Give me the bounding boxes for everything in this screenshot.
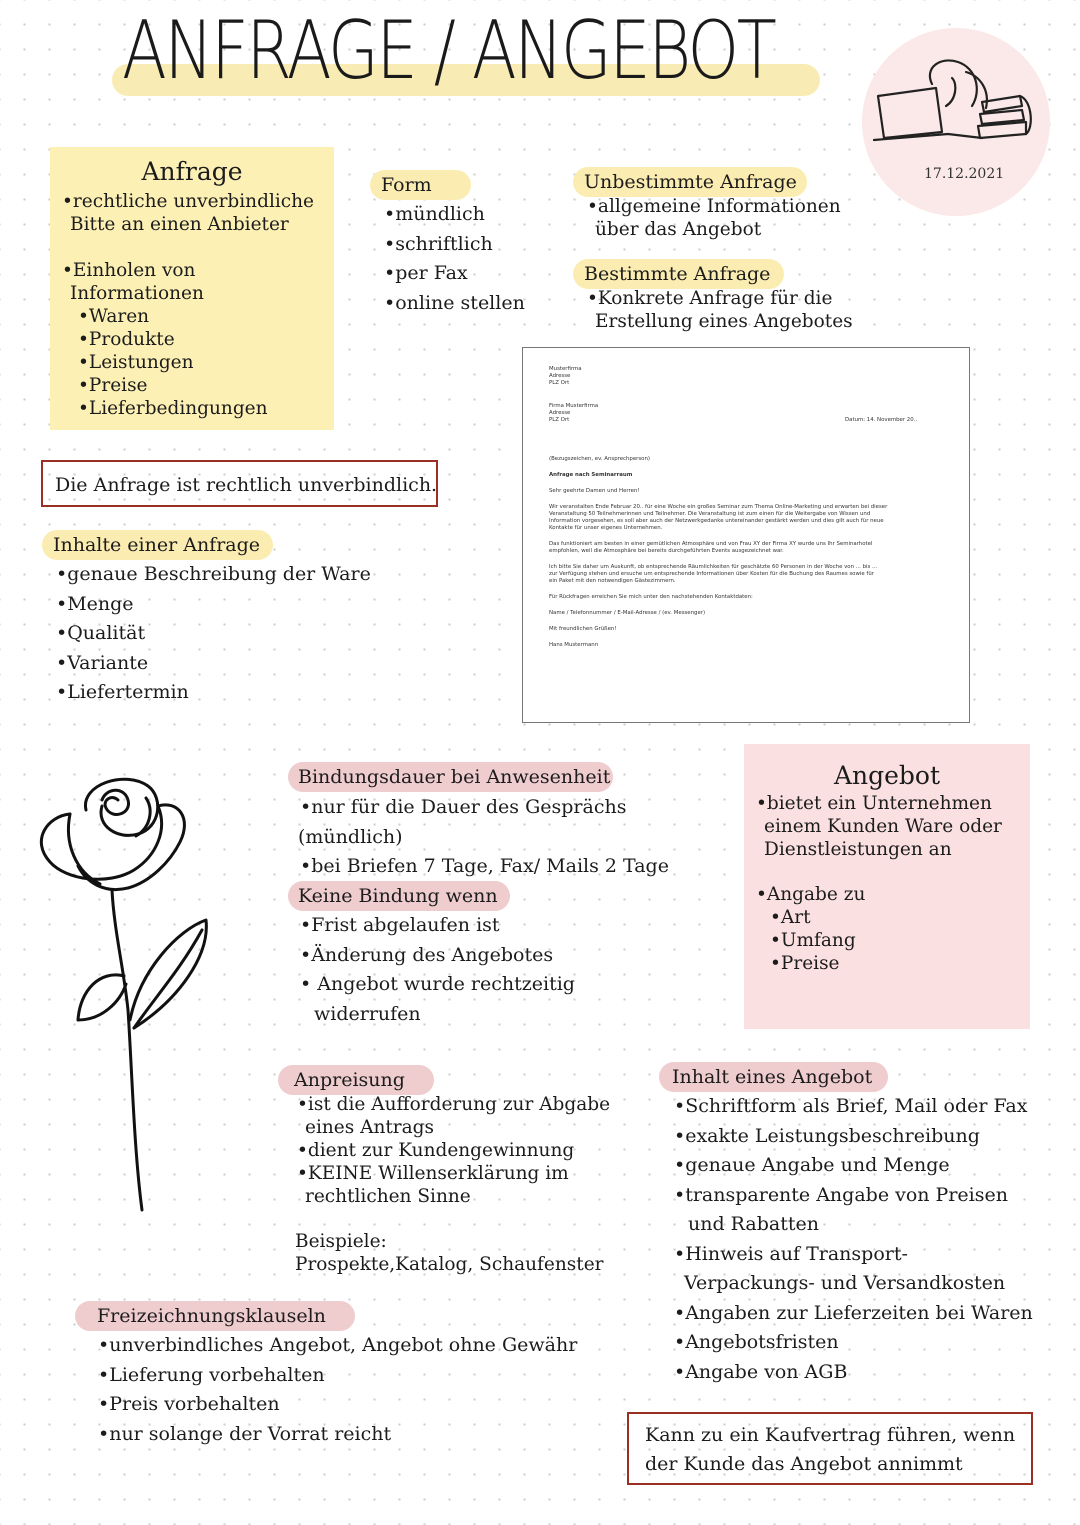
- angebot-line: •Art: [770, 907, 811, 928]
- inhalt-angebot-line: und Rabatten: [688, 1213, 819, 1235]
- anfrage-line: •rechtliche unverbindliche: [62, 191, 314, 212]
- form-item: •schriftlich: [384, 232, 493, 255]
- anfrage-line: •Produkte: [78, 329, 175, 350]
- note-unverbindlich-text: Die Anfrage ist rechtlich unverbindlich.: [55, 474, 438, 496]
- letter-paragraph-line: Ich bitte Sie daher um Auskunft, ob entsprechende Räumlichkeiten für geschätzte 60 Personen in der Woche von ... bis ...: [549, 564, 878, 570]
- laptop-books-doodle-icon: [862, 28, 1050, 216]
- anpreisung-line: rechtlichen Sinne: [305, 1186, 471, 1207]
- inhalt-angebot-line: •genaue Angabe und Menge: [674, 1154, 950, 1176]
- letter-paragraph-line: Information vorgesehen, es soll aber auch der Netzwerkgedanke untereinander gestärkt werden und dies gilt auch für neue: [549, 518, 884, 524]
- anpreisung-line: eines Antrags: [305, 1117, 435, 1138]
- keine-bindung-label: Keine Bindung wenn: [288, 881, 510, 911]
- anfrage-heading: Anfrage: [141, 157, 243, 186]
- angebot-line: •Angabe zu: [756, 884, 866, 905]
- freizeichnung-label: Freizeichnungsklauseln: [75, 1301, 355, 1331]
- letter-salutation: Sehr geehrte Damen und Herren!: [549, 488, 640, 494]
- anfrage-line: Bitte an einen Anbieter: [70, 214, 289, 235]
- letter-sender-line: Musterfirma: [549, 366, 582, 372]
- date-label: 17.12.2021: [924, 166, 1005, 182]
- letter-paragraph-line: Kontakte für unser eigenes Unternehmen.: [549, 525, 663, 531]
- beispiele-text: Prospekte,Katalog, Schaufenster: [295, 1254, 604, 1275]
- inhalte-anfrage-label: Inhalte einer Anfrage: [42, 530, 273, 560]
- angebot-line: Dienstleistungen an: [764, 839, 952, 860]
- bestimmte-line: •Konkrete Anfrage für die: [587, 288, 833, 309]
- letter-subject: Anfrage nach Seminarraum: [549, 472, 633, 478]
- letter-closing: Mit freundlichen Grüßen!: [549, 626, 617, 632]
- letter-paragraph-line: Das funktioniert am besten in einer gemütlichen Atmosphäre und von Frau XY der Firma XY wurde uns Ihr Seminarhotel: [549, 541, 873, 547]
- inhalt-angebot-line: •Hinweis auf Transport-: [674, 1242, 908, 1265]
- letter-paragraph-line: Name / Telefonnummer / E-Mail-Adresse / (ev. Messenger): [549, 610, 706, 616]
- anfrage-line: •Leistungen: [78, 352, 194, 373]
- anpreisung-line: •dient zur Kundengewinnung: [297, 1140, 575, 1161]
- bindungsdauer-line: (mündlich): [298, 825, 403, 848]
- angebot-box: [744, 744, 1030, 1029]
- anpreisung-label: Anpreisung: [278, 1065, 434, 1095]
- letter-paragraph-line: ein Paket mit den notwendigen Gästezimmern.: [549, 578, 676, 584]
- form-item: •mündlich: [384, 203, 485, 225]
- angebot-heading: Angebot: [833, 761, 941, 790]
- freizeichnung-item: •Lieferung vorbehalten: [98, 1363, 325, 1386]
- anfrage-line: •Waren: [78, 306, 150, 327]
- freizeichnung-item: •Preis vorbehalten: [98, 1393, 280, 1415]
- keine-bindung-line: •Frist abgelaufen ist: [300, 914, 500, 936]
- beispiele-label: Beispiele:: [295, 1231, 387, 1252]
- inhalte-item: •Liefertermin: [56, 681, 189, 703]
- anfrage-box: [50, 147, 334, 430]
- form-label: Form: [370, 170, 471, 200]
- note-kaufvertrag-line: der Kunde das Angebot annimmt: [645, 1453, 963, 1475]
- angebot-line: •bietet ein Unternehmen: [756, 793, 992, 814]
- letter-paragraph-line: empfohlen, weil die Atmosphäre bei bereits durchgeführten Events ausgezeichnet war.: [549, 548, 784, 554]
- note-kaufvertrag: [627, 1412, 1033, 1485]
- letter-sender-line: Adresse: [549, 373, 571, 379]
- keine-bindung-line: •Änderung des Angebotes: [300, 943, 554, 966]
- letter-sender-line: PLZ Ort: [549, 380, 570, 386]
- angebot-line: •Preise: [770, 953, 840, 974]
- inhalt-angebot-label: Inhalt eines Angebot: [659, 1062, 888, 1092]
- angebot-line: einem Kunden Ware oder: [764, 816, 1002, 837]
- inhalt-angebot-line: Verpackungs- und Versandkosten: [684, 1272, 1006, 1294]
- angebot-line: •Umfang: [770, 930, 856, 951]
- inhalte-item: •Qualität: [56, 622, 146, 644]
- bindungsdauer-label: Bindungsdauer bei Anwesenheit: [288, 762, 613, 792]
- inhalt-angebot-line: •transparente Angabe von Preisen: [674, 1183, 1008, 1206]
- freizeichnung-item: •unverbindliches Angebot, Angebot ohne Gewähr: [98, 1334, 578, 1356]
- anfrage-line: Informationen: [70, 283, 204, 304]
- bindungsdauer-line: •bei Briefen 7 Tage, Fax/ Mails 2 Tage: [300, 855, 669, 877]
- anpreisung-line: •ist die Aufforderung zur Abgabe: [297, 1094, 611, 1115]
- unbestimmte-line: über das Angebot: [595, 219, 762, 240]
- inhalt-angebot-line: •Angabe von AGB: [674, 1360, 848, 1383]
- form-item: •online stellen: [384, 291, 525, 314]
- inhalt-angebot-line: •Angebotsfristen: [674, 1331, 839, 1353]
- freizeichnung-item: •nur solange der Vorrat reicht: [98, 1422, 392, 1445]
- letter-recipient-line: PLZ Ort: [549, 417, 570, 423]
- sample-letter: [522, 347, 970, 723]
- note-unverbindlich: [41, 460, 438, 507]
- inhalt-angebot-line: •Angaben zur Lieferzeiten bei Waren: [674, 1301, 1033, 1324]
- inhalte-item: •Variante: [56, 651, 149, 674]
- bestimmte-anfrage-label: Bestimmte Anfrage: [573, 259, 784, 289]
- unbestimmte-line: •allgemeine Informationen: [587, 196, 841, 217]
- inhalte-item: •Menge: [56, 592, 134, 615]
- keine-bindung-line: widerrufen: [314, 1002, 421, 1025]
- inhalt-angebot-line: •Schriftform als Brief, Mail oder Fax: [674, 1095, 1028, 1117]
- letter-paragraph-line: Wir veranstalten Ende Februar 20.. für eine Woche ein großes Seminar zum Thema Online-Marketing und erwarten bei dieser: [549, 504, 888, 510]
- doodle-circle: [862, 28, 1050, 216]
- letter-recipient-line: Adresse: [549, 410, 571, 416]
- bindungsdauer-line: •nur für die Dauer des Gesprächs: [300, 796, 627, 818]
- letter-paragraph-line: Für Rückfragen erreichen Sie mich unter den nachstehenden Kontaktdaten:: [549, 594, 753, 600]
- anfrage-line: •Preise: [78, 375, 148, 396]
- anpreisung-line: •KEINE Willenserklärung im: [297, 1163, 569, 1184]
- letter-paragraph-line: zur Verfügung stehen und ersuche um entsprechende Informationen über Kosten für die Buchung des Raumes sowie für: [549, 571, 874, 577]
- letter-recipient-line: Firma Musterfirma: [549, 403, 599, 409]
- inhalte-item: •genaue Beschreibung der Ware: [56, 563, 371, 585]
- anfrage-line: •Einholen von: [62, 260, 196, 281]
- keine-bindung-line: • Angebot wurde rechtzeitig: [300, 973, 575, 995]
- note-kaufvertrag-line: Kann zu ein Kaufvertrag führen, wenn: [645, 1424, 1016, 1446]
- unbestimmte-anfrage-label: Unbestimmte Anfrage: [573, 167, 807, 197]
- inhalt-angebot-line: •exakte Leistungsbeschreibung: [674, 1124, 980, 1147]
- bestimmte-line: Erstellung eines Angebotes: [595, 311, 853, 332]
- rose-drawing-icon: [30, 770, 220, 1220]
- letter-reference: (Bezugszeichen, ev. Ansprechperson): [549, 456, 651, 462]
- letter-date: Datum: 14. November 20..: [845, 417, 918, 423]
- letter-signature: Hans Mustermann: [549, 642, 599, 648]
- page-title: ANFRAGE / ANGEBOT: [122, 4, 775, 97]
- anfrage-line: •Lieferbedingungen: [78, 398, 268, 419]
- form-item: •per Fax: [384, 262, 468, 284]
- letter-paragraph-line: Veranstaltung 50 Teilnehmerinnen und Teilnehmer. Die Veranstaltung ist zum einen für die Weitergabe von Wissen und: [549, 511, 871, 517]
